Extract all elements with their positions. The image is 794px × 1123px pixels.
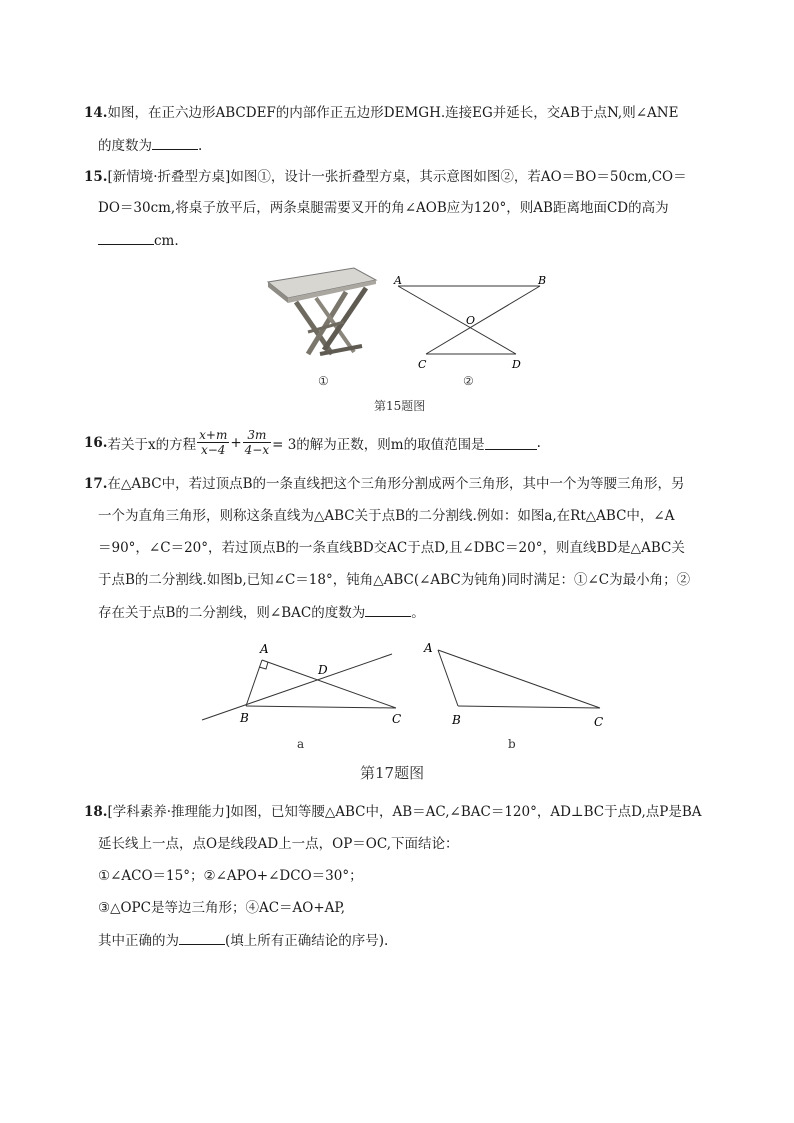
q17a-pt-D: D — [318, 663, 328, 677]
q15-pt-C: C — [418, 358, 427, 371]
q15-text-1: [新情境·折叠型方桌]如图①，设计一张折叠型方桌，其示意图如图②，若AO＝BO＝50cm,CO＝ — [107, 169, 687, 185]
q17-line3 — [98, 538, 685, 558]
q14-line2 — [98, 135, 202, 156]
q18-line1 — [84, 802, 702, 822]
q18-line2 — [98, 834, 459, 854]
q16-text-eq: = 3的解为正数，则m的取值范围是 — [272, 436, 485, 453]
q14-text-1: 如图，在正六边形ABCDEF的内部作正五边形DEMGH.连接EG并延长，交AB于点N,则∠ANE — [107, 105, 679, 121]
q15-text-3: cm. — [154, 233, 179, 249]
q14-number: 14. — [84, 105, 108, 121]
q16-answer-blank[interactable] — [485, 435, 537, 450]
q17-figure-b — [422, 638, 612, 734]
q18-text-5: 其中正确的为 — [98, 933, 179, 949]
q18-number: 18. — [84, 804, 108, 820]
q18-line4 — [98, 898, 345, 918]
q16-frac1-denominator: x−4 — [200, 443, 226, 457]
folding-table-illustration — [262, 262, 380, 366]
q18-text-1: [学科素养·推理能力]如图，已知等腰△ABC中，AB＝AC,∠BAC＝120°，AD⊥BC于点D,点P是BA — [107, 804, 702, 820]
q15-text-2: DO＝30cm,将桌子放平后，两条桌腿需要叉开的角∠AOB应为120°，则AB距离地面CD的高为 — [98, 200, 669, 216]
q16-frac2-denominator: 4−x — [244, 443, 270, 457]
q17-line2 — [98, 506, 674, 526]
q17-text-1: 在△ABC中，若过顶点B的一条直线把这个三角形分割成两个三角形，其中一个为等腰三角形，另 — [107, 476, 685, 492]
q16-fraction-1 — [197, 428, 229, 457]
q14-answer-blank[interactable] — [152, 135, 198, 150]
q16-text-pre: 若关于x的方程 — [107, 436, 197, 453]
q15-pt-O: O — [466, 314, 476, 327]
q17b-pt-C: C — [594, 715, 604, 729]
q17a-pt-C: C — [392, 712, 402, 726]
q17-line5 — [98, 602, 425, 623]
q17-figure-a — [196, 638, 406, 734]
q17-text-5: 存在关于点B的二分割线，则∠BAC的度数为 — [98, 605, 366, 621]
q14-text-end: . — [198, 138, 203, 154]
q17-text-2: 一个为直角三角形，则称这条直线为△ABC关于点B的二分割线.例如：如图a,在Rt△ABC中，∠A — [98, 508, 675, 524]
q18-text-2: 延长线上一点，点O是线段AD上一点，OP＝OC,下面结论： — [98, 836, 459, 852]
q17-fig-b-label: b — [508, 737, 516, 751]
q17-text-3: ＝90°，∠C＝20°，若过顶点B的一条直线BD交AC于点D,且∠DBC＝20°，则直线BD是△ABC关 — [98, 540, 685, 556]
q14-line1 — [84, 103, 678, 123]
q17-text-end: 。 — [411, 605, 425, 621]
q16-text-end: . — [536, 434, 541, 451]
q17-text-4: 于点B的二分割线.如图b,已知∠C＝18°，钝角△ABC(∠ABC为钝角)同时满足：①∠C为最小角；② — [98, 572, 691, 588]
q18-text-end: (填上所有正确结论的序号). — [225, 933, 389, 949]
q17-figure-caption: 第17题图 — [360, 764, 425, 782]
q15-pt-D: D — [512, 358, 521, 371]
q14-text-2: 的度数为 — [98, 138, 152, 154]
q18-text-3: ①∠ACO＝15°；②∠APO+∠DCO＝30°； — [98, 868, 363, 884]
q15-number: 15. — [84, 169, 108, 185]
q17b-pt-A: A — [424, 641, 433, 655]
q15-fig-label-1: ① — [318, 374, 329, 388]
q17a-pt-B: B — [240, 711, 249, 725]
q16-frac2-numerator: 3m — [243, 428, 271, 443]
q15-line2 — [98, 198, 669, 218]
q15-fig-label-2: ② — [463, 374, 474, 388]
q16-fraction-2 — [243, 428, 271, 457]
q18-text-4: ③△OPC是等边三角形；④AC＝AO+AP, — [98, 900, 346, 916]
q16-number: 16. — [84, 434, 108, 451]
q16-line — [84, 428, 541, 457]
q17-answer-blank[interactable] — [365, 602, 411, 617]
q17b-pt-B: B — [452, 713, 461, 727]
q16-frac1-numerator: x+m — [199, 428, 228, 442]
q15-figure-caption: 第15题图 — [374, 399, 426, 413]
q15-pt-A: A — [394, 274, 402, 287]
q17-fig-a-label: a — [297, 737, 305, 751]
q18-line3 — [98, 866, 363, 886]
q15-answer-blank[interactable] — [98, 230, 154, 245]
q17-line4 — [98, 570, 690, 590]
q18-line5 — [98, 930, 388, 951]
q16-plus: + — [230, 434, 242, 451]
q17a-pt-A: A — [260, 642, 269, 656]
q15-line3 — [98, 230, 179, 251]
q18-answer-blank[interactable] — [179, 930, 225, 945]
q15-line1 — [84, 167, 687, 187]
q17-number: 17. — [84, 476, 108, 492]
q15-schematic-diagram — [390, 272, 556, 372]
q15-pt-B: B — [538, 274, 547, 287]
q17-line1 — [84, 474, 685, 494]
